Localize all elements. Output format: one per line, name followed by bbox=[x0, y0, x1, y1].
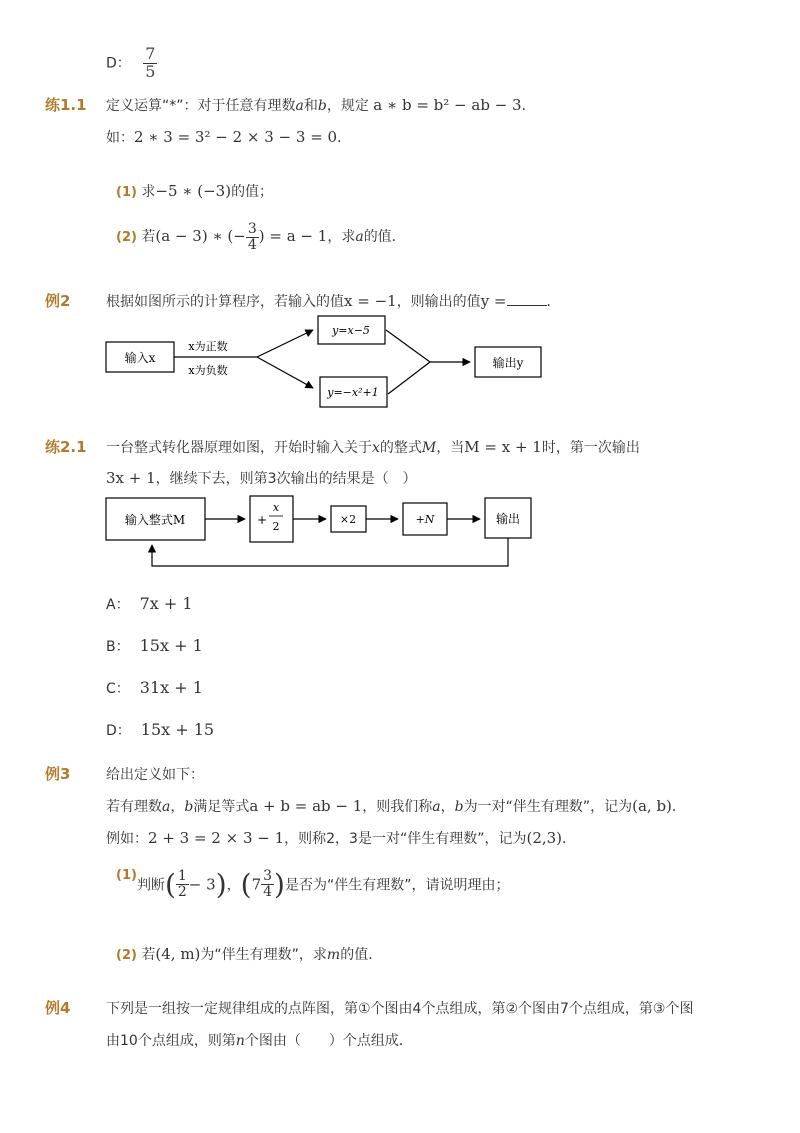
option-d[interactable]: D： 15x + 15 bbox=[106, 720, 215, 739]
example-label-3: 例3 bbox=[45, 765, 71, 783]
example-label-2: 例2 bbox=[45, 292, 71, 310]
option-c[interactable]: C： 31x + 1 bbox=[106, 678, 203, 697]
ex3-question-2: (2) 若(4, m)为“伴生有理数”，求m的值． bbox=[116, 945, 383, 963]
ex2-flow-shapes bbox=[106, 316, 541, 407]
flow2-frac-den: 2 bbox=[272, 520, 280, 533]
flow-negative-label: x为负数 bbox=[188, 364, 228, 377]
example-label-4: 例4 bbox=[45, 999, 71, 1017]
ex11-question-1: (1) 求−5 ∗ (−3)的值； bbox=[116, 182, 274, 200]
flow-top-formula: y=x−5 bbox=[332, 324, 370, 337]
option-b[interactable]: B： 15x + 1 bbox=[106, 636, 203, 655]
exercise-label-1-1: 练1.1 bbox=[45, 96, 87, 114]
flow-positive-label: x为正数 bbox=[188, 340, 228, 353]
ex3-line-1: 给出定义如下： bbox=[106, 767, 204, 783]
flow2-plus-n: +N bbox=[415, 513, 435, 526]
question-number: (1) bbox=[116, 185, 137, 200]
ex11-definition-line: 定义运算“*”：对于任意有理数a和b，规定 a ∗ b = b² − ab − 3． bbox=[106, 96, 536, 114]
ex4-line-1: 下列是一组按一定规律组成的点阵图，第①个图由4个点组成，第②个图由7个点组成，第③个图 bbox=[106, 1001, 694, 1017]
flow2-output-text: 输出 bbox=[495, 512, 521, 526]
flow-bottom-formula: y=−x²+1 bbox=[327, 386, 379, 399]
option-letter: D bbox=[106, 55, 117, 72]
ex21-flow-shapes bbox=[106, 496, 531, 566]
question-number: (1) bbox=[116, 868, 137, 883]
flow2-plus-sign: + bbox=[256, 513, 268, 527]
ex11-example-line: 如：2 ∗ 3 = 3² − 2 × 3 − 3 = 0． bbox=[106, 128, 352, 146]
flow2-input-text: 输入整式M bbox=[124, 513, 186, 527]
fraction-1-2: $\frac{1}{2}$ bbox=[177, 868, 187, 900]
flow-output-text: 输出y bbox=[492, 356, 524, 370]
ex3-line-3: 例如：2 + 3 = 2 × 3 − 1，则称2，3是一对“伴生有理数”，记为(2,3)． bbox=[106, 829, 577, 847]
example-formula: 2 ∗ 3 = 3² − 2 × 3 − 3 = 0 bbox=[134, 128, 338, 146]
question-number: (2) bbox=[116, 948, 137, 963]
ex11-question-2: (2) 若(a − 3) ∗ (− $\frac{3}{4}$ ) = a − 1，求a的值． bbox=[116, 221, 406, 253]
exercise-label-2-1: 练2.1 bbox=[45, 438, 87, 456]
question-number: (2) bbox=[116, 230, 137, 246]
ex3-question-1: (1)判断( $\frac{1}{2}$ − 3)，(7 $\frac{3}{4}$ )是否为“伴生有理数”，请说明理由； bbox=[116, 868, 510, 901]
prev-option-d: D： $\frac{7}{5}$ bbox=[106, 44, 156, 81]
definition-formula: a ∗ b = b² − ab − 3 bbox=[373, 96, 522, 114]
denominator: 5 bbox=[145, 61, 156, 81]
fraction-3-4: $\frac{3}{4}$ bbox=[263, 868, 273, 900]
ex21-question-line-2: 3x + 1，继续下去，则第3次输出的结果是（ ） bbox=[106, 469, 417, 487]
flow2-times-two: ×2 bbox=[339, 513, 357, 526]
numerator: 7 bbox=[145, 44, 156, 63]
flow-input-text: 输入x bbox=[124, 351, 156, 365]
ex21-question-line-1: 一台整式转化器原理如图，开始时输入关于x的整式M，当M = x + 1时，第一次输出 bbox=[106, 438, 640, 456]
ex2-question-line: 根据如图所示的计算程序，若输入的值x = −1，则输出的值y = ． bbox=[106, 292, 561, 310]
fraction-3-4: $\frac{3}{4}$ bbox=[247, 221, 257, 253]
ex4-line-2: 由10个点组成，则第n个图由（ ）个点组成． bbox=[106, 1033, 413, 1049]
flow2-frac-num: x bbox=[272, 501, 280, 514]
ex3-line-2: 若有理数a，b满足等式a + b = ab − 1，则我们称a，b为一对“伴生有理数”，记为(a, b)． bbox=[106, 797, 686, 815]
option-a[interactable]: A： 7x + 1 bbox=[106, 594, 193, 613]
